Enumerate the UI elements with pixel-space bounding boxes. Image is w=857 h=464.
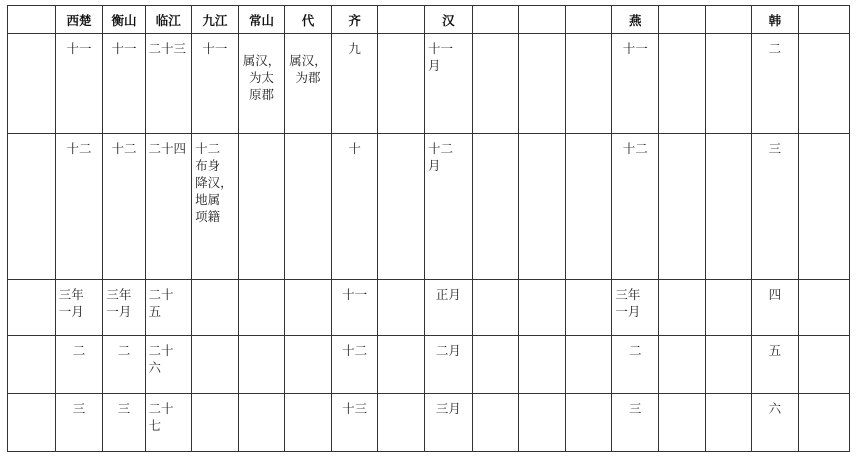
cell-text [659, 34, 705, 40]
table-body [8, 34, 850, 452]
cell-text: 三 [72, 401, 86, 416]
cell-text [378, 280, 424, 286]
table-cell [55, 34, 103, 134]
cell-text: 二 [628, 343, 642, 358]
cell-text [799, 280, 849, 286]
cell-text: 十一 月 [427, 41, 453, 73]
table-row [8, 394, 850, 452]
cell-text [799, 394, 849, 400]
column-header [519, 6, 566, 34]
column-header [8, 6, 56, 34]
cell-text: 二十 七 [148, 401, 174, 433]
table-cell [705, 336, 752, 394]
cell-text: 十一 [202, 41, 228, 56]
cell-text [8, 394, 55, 400]
table-cell [472, 394, 519, 452]
table-cell [424, 336, 472, 394]
cell-text: 二 [117, 343, 131, 358]
column-header [798, 6, 849, 34]
cell-text [519, 134, 565, 140]
cell-text: 五 [768, 343, 782, 358]
table-cell [103, 394, 145, 452]
table-cell [519, 134, 566, 280]
column-header: 临江 [145, 6, 192, 34]
table-cell [705, 34, 752, 134]
table-cell [331, 134, 378, 280]
table-cell [238, 280, 285, 336]
table-cell [424, 394, 472, 452]
cell-text: 十二 [622, 141, 648, 156]
cell-text [659, 394, 705, 400]
table-cell [192, 280, 239, 336]
table-cell [424, 280, 472, 336]
cell-text [285, 394, 331, 400]
cell-text [285, 280, 331, 286]
cell-text [378, 394, 424, 400]
table-cell [103, 34, 145, 134]
table-row [8, 336, 850, 394]
table-cell [238, 34, 285, 134]
table-cell [798, 280, 849, 336]
table-cell [8, 394, 56, 452]
cell-text: 十二 [111, 141, 137, 156]
table-cell [798, 34, 849, 134]
table-cell [705, 280, 752, 336]
cell-text [519, 394, 565, 400]
cell-text [519, 280, 565, 286]
table-cell [565, 280, 612, 336]
table-cell [145, 134, 192, 280]
cell-text: 三 [628, 401, 642, 416]
table-cell [145, 280, 192, 336]
cell-text [659, 280, 705, 286]
table-cell [285, 134, 332, 280]
cell-text: 十二 [342, 343, 368, 358]
table-row [8, 34, 850, 134]
cell-text [473, 336, 519, 342]
column-header [378, 6, 425, 34]
cell-text: 三年 一月 [615, 287, 641, 319]
cell-text: 二十 六 [148, 343, 174, 375]
column-header: 常山 [238, 6, 285, 34]
table-cell [285, 280, 332, 336]
table-cell [145, 34, 192, 134]
table-cell [612, 280, 659, 336]
table-cell [472, 336, 519, 394]
cell-text: 十三 [342, 401, 368, 416]
cell-text [706, 34, 752, 40]
table-cell [472, 280, 519, 336]
table-cell [8, 336, 56, 394]
cell-text [473, 394, 519, 400]
cell-text: 三年 一月 [58, 287, 84, 319]
table-cell [285, 336, 332, 394]
table-cell [658, 34, 705, 134]
table-cell [378, 134, 425, 280]
table-cell [378, 280, 425, 336]
cell-text: 二 [72, 343, 86, 358]
table-cell [519, 280, 566, 336]
column-header [472, 6, 519, 34]
cell-text [378, 134, 424, 140]
column-header [658, 6, 705, 34]
table-cell [238, 134, 285, 280]
cell-text: 二月 [435, 343, 461, 358]
cell-text [799, 34, 849, 40]
table-cell [752, 394, 799, 452]
column-header: 衡山 [103, 6, 145, 34]
table-cell [238, 394, 285, 452]
cell-text: 四 [768, 287, 782, 302]
column-header [565, 6, 612, 34]
cell-text: 二十 五 [148, 287, 174, 319]
cell-text [192, 394, 238, 400]
table-cell [55, 394, 103, 452]
table-cell [798, 134, 849, 280]
cell-text [192, 280, 238, 286]
chronology-table [7, 5, 850, 452]
cell-text: 十一 [111, 41, 137, 56]
cell-text: 三月 [435, 401, 461, 416]
column-header: 韩 [752, 6, 799, 34]
cell-text [799, 336, 849, 342]
table-cell [565, 34, 612, 134]
table-cell [472, 134, 519, 280]
column-header [705, 6, 752, 34]
table-cell [798, 336, 849, 394]
cell-text [239, 280, 285, 286]
table-cell [752, 336, 799, 394]
table-cell [752, 34, 799, 134]
cell-text [285, 336, 331, 342]
table-cell [378, 34, 425, 134]
cell-text [473, 134, 519, 140]
cell-text [8, 280, 55, 286]
table-cell [103, 134, 145, 280]
table-cell [658, 134, 705, 280]
cell-text: 二十四 [148, 141, 187, 156]
table-cell [519, 336, 566, 394]
cell-text [706, 134, 752, 140]
table-cell [472, 34, 519, 134]
table-cell [798, 394, 849, 452]
table-cell [8, 34, 56, 134]
cell-text [8, 134, 55, 140]
table-cell [55, 336, 103, 394]
table-cell [331, 394, 378, 452]
table-cell [378, 394, 425, 452]
table-cell [658, 394, 705, 452]
table-cell [565, 336, 612, 394]
cell-text: 十一 [66, 41, 92, 56]
cell-text [566, 336, 612, 342]
cell-text [659, 134, 705, 140]
table-cell [705, 134, 752, 280]
cell-text [799, 134, 849, 140]
cell-text [519, 336, 565, 342]
table-cell [519, 34, 566, 134]
cell-text [378, 34, 424, 40]
cell-text: 十一 [342, 287, 368, 302]
cell-text: 属汉， 为郡 [289, 53, 327, 85]
cell-text [239, 336, 285, 342]
table-cell [8, 280, 56, 336]
cell-text [659, 336, 705, 342]
table-cell [192, 134, 239, 280]
cell-text: 十二 [66, 141, 92, 156]
chronology-table-wrapper [7, 5, 850, 452]
table-cell [612, 34, 659, 134]
cell-text: 三 [768, 141, 782, 156]
table-cell [612, 336, 659, 394]
cell-text: 三年 一月 [106, 287, 132, 319]
table-cell [519, 394, 566, 452]
header-row [8, 6, 850, 34]
table-cell [192, 394, 239, 452]
cell-text: 属汉， 为太 原郡 [242, 53, 281, 102]
cell-text: 正月 [435, 287, 461, 302]
column-header: 九江 [192, 6, 239, 34]
table-cell [565, 394, 612, 452]
table-cell [8, 134, 56, 280]
table-cell [331, 34, 378, 134]
cell-text [473, 34, 519, 40]
table-cell [55, 134, 103, 280]
table-cell [285, 34, 332, 134]
table-cell [238, 336, 285, 394]
cell-text: 十一 [622, 41, 648, 56]
table-cell [331, 336, 378, 394]
cell-text [706, 394, 752, 400]
table-cell [103, 280, 145, 336]
cell-text: 二 [768, 41, 782, 56]
column-header: 西楚 [55, 6, 103, 34]
table-cell [565, 134, 612, 280]
cell-text [706, 280, 752, 286]
table-cell [424, 134, 472, 280]
table-row [8, 134, 850, 280]
column-header: 齐 [331, 6, 378, 34]
column-header: 代 [285, 6, 332, 34]
cell-text [566, 34, 612, 40]
cell-text: 三 [117, 401, 131, 416]
cell-text [566, 134, 612, 140]
table-cell [331, 280, 378, 336]
table-cell [192, 34, 239, 134]
cell-text [8, 336, 55, 342]
table-cell [612, 394, 659, 452]
table-cell [752, 280, 799, 336]
table-row [8, 280, 850, 336]
table-cell [55, 280, 103, 336]
cell-text: 十二 布身 降汉， 地属 项籍 [195, 141, 233, 224]
cell-text: 十 [348, 141, 361, 156]
cell-text [566, 394, 612, 400]
table-cell [705, 394, 752, 452]
cell-text [239, 394, 285, 400]
column-header: 汉 [424, 6, 472, 34]
column-header: 燕 [612, 6, 659, 34]
table-cell [192, 336, 239, 394]
cell-text [8, 34, 55, 40]
cell-text [192, 336, 238, 342]
cell-text [706, 336, 752, 342]
table-cell [658, 336, 705, 394]
cell-text: 六 [768, 401, 782, 416]
table-cell [424, 34, 472, 134]
cell-text [239, 134, 285, 140]
cell-text: 二十三 [148, 41, 187, 56]
table-cell [145, 394, 192, 452]
table-cell [612, 134, 659, 280]
cell-text: 九 [348, 41, 361, 56]
table-cell [145, 336, 192, 394]
cell-text: 十二 月 [427, 141, 453, 173]
cell-text [566, 280, 612, 286]
table-cell [752, 134, 799, 280]
table-cell [103, 336, 145, 394]
cell-text [285, 134, 331, 140]
table-cell [658, 280, 705, 336]
table-cell [378, 336, 425, 394]
cell-text [519, 34, 565, 40]
table-cell [285, 394, 332, 452]
cell-text [378, 336, 424, 342]
cell-text [473, 280, 519, 286]
